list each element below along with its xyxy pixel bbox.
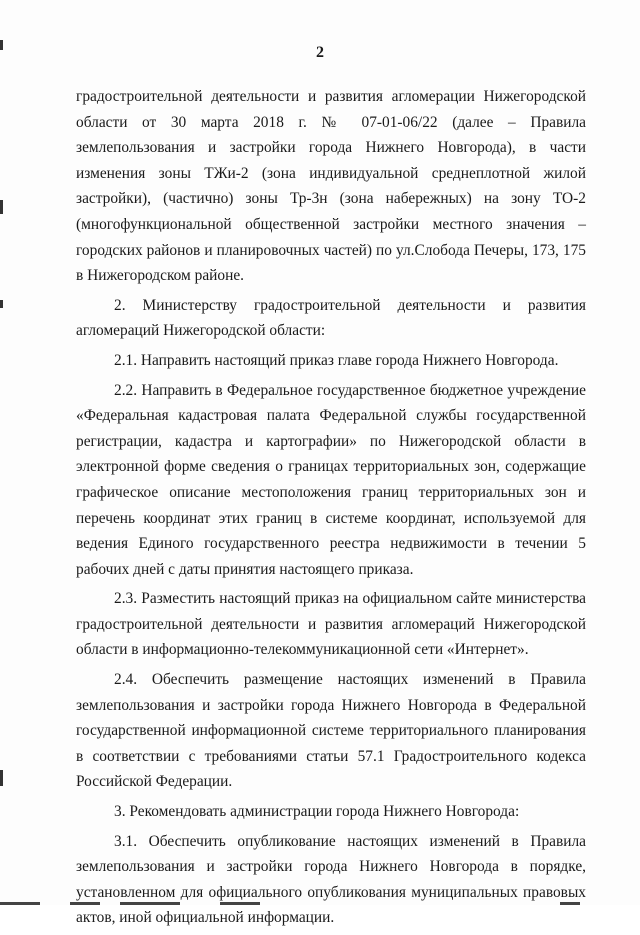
paragraph-continuation: градостроительной деятельности и развития агломерации Нижегородской области от 30 марта 2018 г. № 07-01-06/22 (далее – Правила землепользования и застройки города Нижнего Новгорода), в части изменения зоны ТЖи-2 (зона индивидуальной среднеплотной жилой застройки), (частично) зоны Тр-3н (зона набережных) на зону ТО-2 (многофункциональной общественной застройки местного значения – городских районов и планировочных частей) по ул.Слобода Печеры, 173, 175 в Нижегородском районе. bbox=[76, 88, 586, 285]
page-number: 2 bbox=[316, 44, 324, 61]
paragraph-item-3-1: 3.1. Обеспечить опубликование настоящих изменений в Правила землепользования и застройки города Нижнего Новгорода в порядке, установленном для официального опубликования муниципальных правовых актов, иной официальной информации. bbox=[76, 832, 586, 927]
paragraph-item-2-4: 2.4. Обеспечить размещение настоящих изменений в Правила землепользования и застройки города Нижнего Новгорода в Федеральной государственной информационной системе территориального планирования в соответствии с требованиями статьи 57.1 Градостроительного кодекса Российской Федерации. bbox=[76, 671, 586, 791]
document-body bbox=[76, 84, 586, 935]
paragraph-item-2: 2. Министерству градостроительной деятельности и развития агломераций Нижегородской области: bbox=[76, 296, 586, 340]
paragraph-item-2-2: 2.2. Направить в Федеральное государственное бюджетное учреждение «Федеральная кадастровая палата Федеральной службы государственной регистрации, кадастра и картографии» по Нижегородской области в электронной форме сведения о границах территориальных зон, содержащие графическое описание местоположения границ территориальных зон и перечень координат этих границ в системе координат, используемой для ведения Единого государственного реестра недвижимости в течении 5 рабочих дней с даты принятия настоящего приказа. bbox=[76, 381, 586, 578]
scan-edge-mark bbox=[0, 200, 3, 214]
scan-edge-mark bbox=[0, 300, 3, 308]
scan-edge-mark bbox=[0, 770, 3, 786]
scan-footer-artifact bbox=[0, 899, 640, 905]
paragraph-item-2-1: 2.1. Направить настоящий приказ главе города Нижнего Новгорода. bbox=[114, 351, 559, 369]
paragraph-item-2-3: 2.3. Разместить настоящий приказ на официальном сайте министерства градостроительной деятельности и развития агломераций Нижегородской области в информационно-телекоммуникационной сети «Интернет». bbox=[76, 590, 586, 659]
paragraph-item-3: 3. Рекомендовать администрации города Нижнего Новгорода: bbox=[114, 803, 520, 821]
